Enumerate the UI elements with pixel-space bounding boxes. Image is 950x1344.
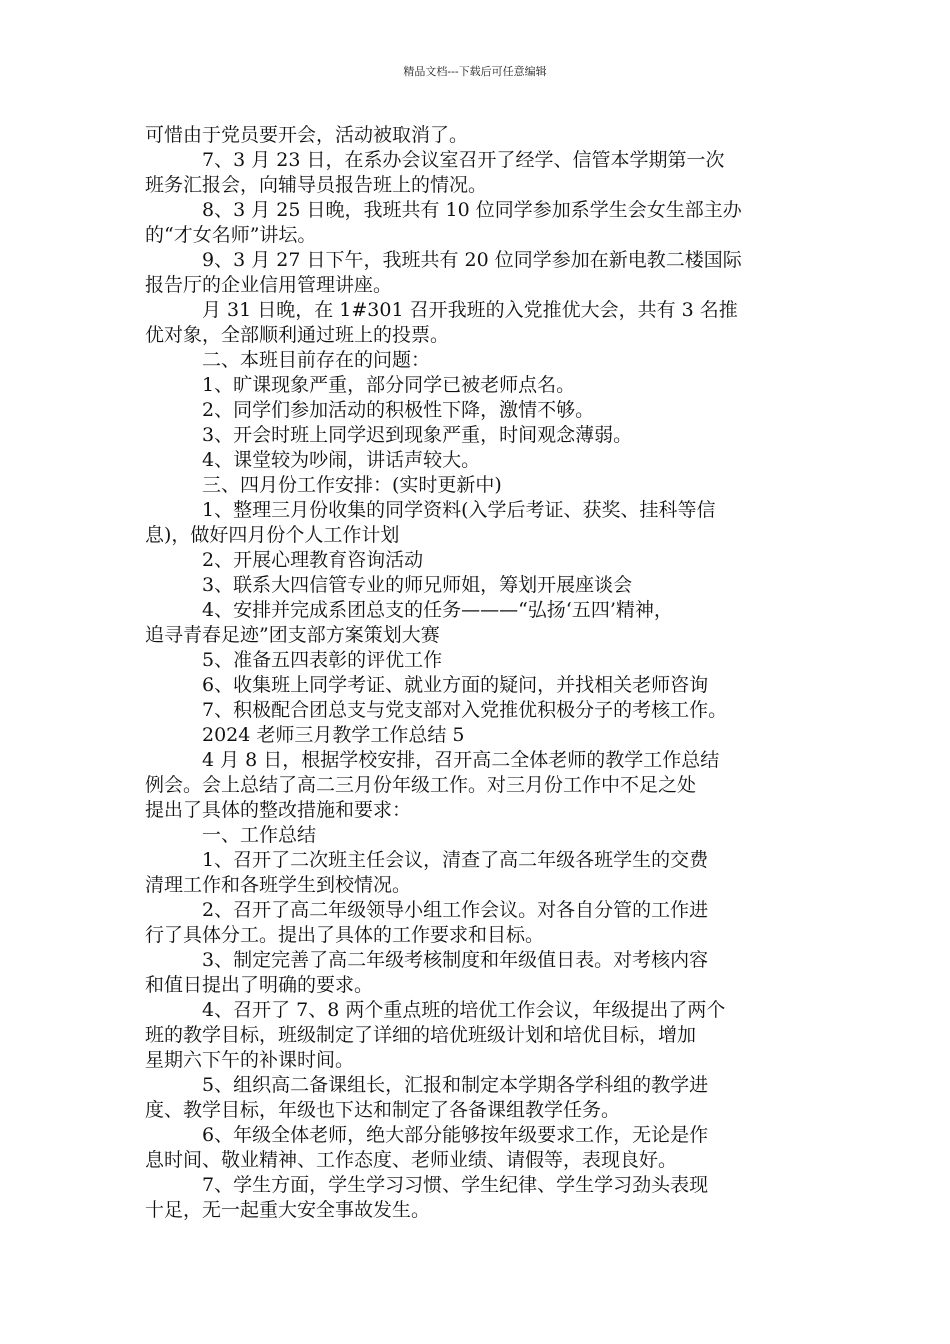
text-line: 行了具体分工。提出了具体的工作要求和目标。 (145, 924, 545, 946)
text-line: 5、组织高二备课组长，汇报和制定本学期各学科组的教学进 (202, 1074, 709, 1096)
text-line: 4、召开了 7、8 两个重点班的培优工作会议，年级提出了两个 (202, 999, 726, 1021)
document-body (145, 123, 810, 1223)
text-line: 5、准备五四表彰的评优工作 (202, 649, 443, 671)
text-line: 9、3 月 27 日下午，我班共有 20 位同学参加在新电教二楼国际 (202, 249, 742, 271)
text-line: 2024 老师三月教学工作总结 5 (202, 724, 465, 746)
text-line: 三、四月份工作安排：(实时更新中) (202, 474, 502, 496)
text-line: 8、3 月 25 日晚，我班共有 10 位同学参加系学生会女生部主办 (202, 199, 742, 221)
text-line: 4、安排并完成系团总支的任务———“弘扬‘五四’精神， (202, 599, 673, 621)
text-line: 报告厅的企业信用管理讲座。 (145, 274, 393, 296)
text-line: 提出了具体的整改措施和要求： (145, 799, 412, 821)
text-line: 例会。会上总结了高二三月份年级工作。对三月份工作中不足之处 (145, 774, 697, 796)
text-line: 优对象，全部顺利通过班上的投票。 (145, 324, 450, 346)
text-line: 1、旷课现象严重，部分同学已被老师点名。 (202, 374, 576, 396)
text-line: 3、开会时班上同学迟到现象严重，时间观念薄弱。 (202, 424, 633, 446)
text-line: 十足，无一起重大安全事故发生。 (145, 1199, 431, 1221)
text-line: 追寻青春足迹”团支部方案策划大赛 (145, 624, 440, 646)
text-line: 星期六下午的补课时间。 (145, 1049, 355, 1071)
page-header: 精品文档---下载后可任意编辑 (403, 65, 547, 78)
text-line: 7、积极配合团总支与党支部对入党推优积极分子的考核工作。 (202, 699, 728, 721)
text-line: 息)，做好四月份个人工作计划 (145, 524, 400, 546)
text-line: 1、整理三月份收集的同学资料(入学后考证、获奖、挂科等信 (202, 499, 716, 521)
text-line: 6、收集班上同学考证、就业方面的疑问，并找相关老师咨询 (202, 674, 709, 696)
text-line: 7、3 月 23 日，在系办会议室召开了经学、信管本学期第一次 (202, 149, 725, 171)
text-line: 的“才女名师”讲坛。 (145, 224, 317, 246)
text-line: 1、召开了二次班主任会议，清查了高二年级各班学生的交费 (202, 849, 709, 871)
text-line: 班的教学目标，班级制定了详细的培优班级计划和培优目标，增加 (145, 1024, 697, 1046)
text-line: 2、开展心理教育咨询活动 (202, 549, 424, 571)
text-line: 6、年级全体老师，绝大部分能够按年级要求工作，无论是作 (202, 1124, 709, 1146)
text-line: 4、课堂较为吵闹，讲话声较大。 (202, 449, 481, 471)
text-line: 4 月 8 日，根据学校安排，召开高二全体老师的教学工作总结 (202, 749, 720, 771)
text-line: 一、工作总结 (202, 824, 317, 846)
text-line: 度、教学目标，年级也下达和制定了各备课组教学任务。 (145, 1099, 621, 1121)
text-line: 班务汇报会，向辅导员报告班上的情况。 (145, 174, 488, 196)
text-line: 清理工作和各班学生到校情况。 (145, 874, 412, 896)
text-line: 和值日提出了明确的要求。 (145, 974, 374, 996)
text-line: 二、本班目前存在的问题： (202, 349, 431, 371)
text-line: 月 31 日晚，在 1#301 召开我班的入党推优大会，共有 3 名推 (202, 299, 738, 321)
text-line: 可惜由于党员要开会，活动被取消了。 (145, 124, 469, 146)
text-line: 3、联系大四信管专业的师兄师姐，筹划开展座谈会 (202, 574, 633, 596)
text-line: 2、同学们参加活动的积极性下降，激情不够。 (202, 399, 595, 421)
text-line: 2、召开了高二年级领导小组工作会议。对各自分管的工作进 (202, 899, 709, 921)
text-line: 息时间、敬业精神、工作态度、老师业绩、请假等，表现良好。 (145, 1149, 678, 1171)
text-line: 7、学生方面，学生学习习惯、学生纪律、学生学习劲头表现 (202, 1174, 709, 1196)
text-line: 3、制定完善了高二年级考核制度和年级值日表。对考核内容 (202, 949, 709, 971)
